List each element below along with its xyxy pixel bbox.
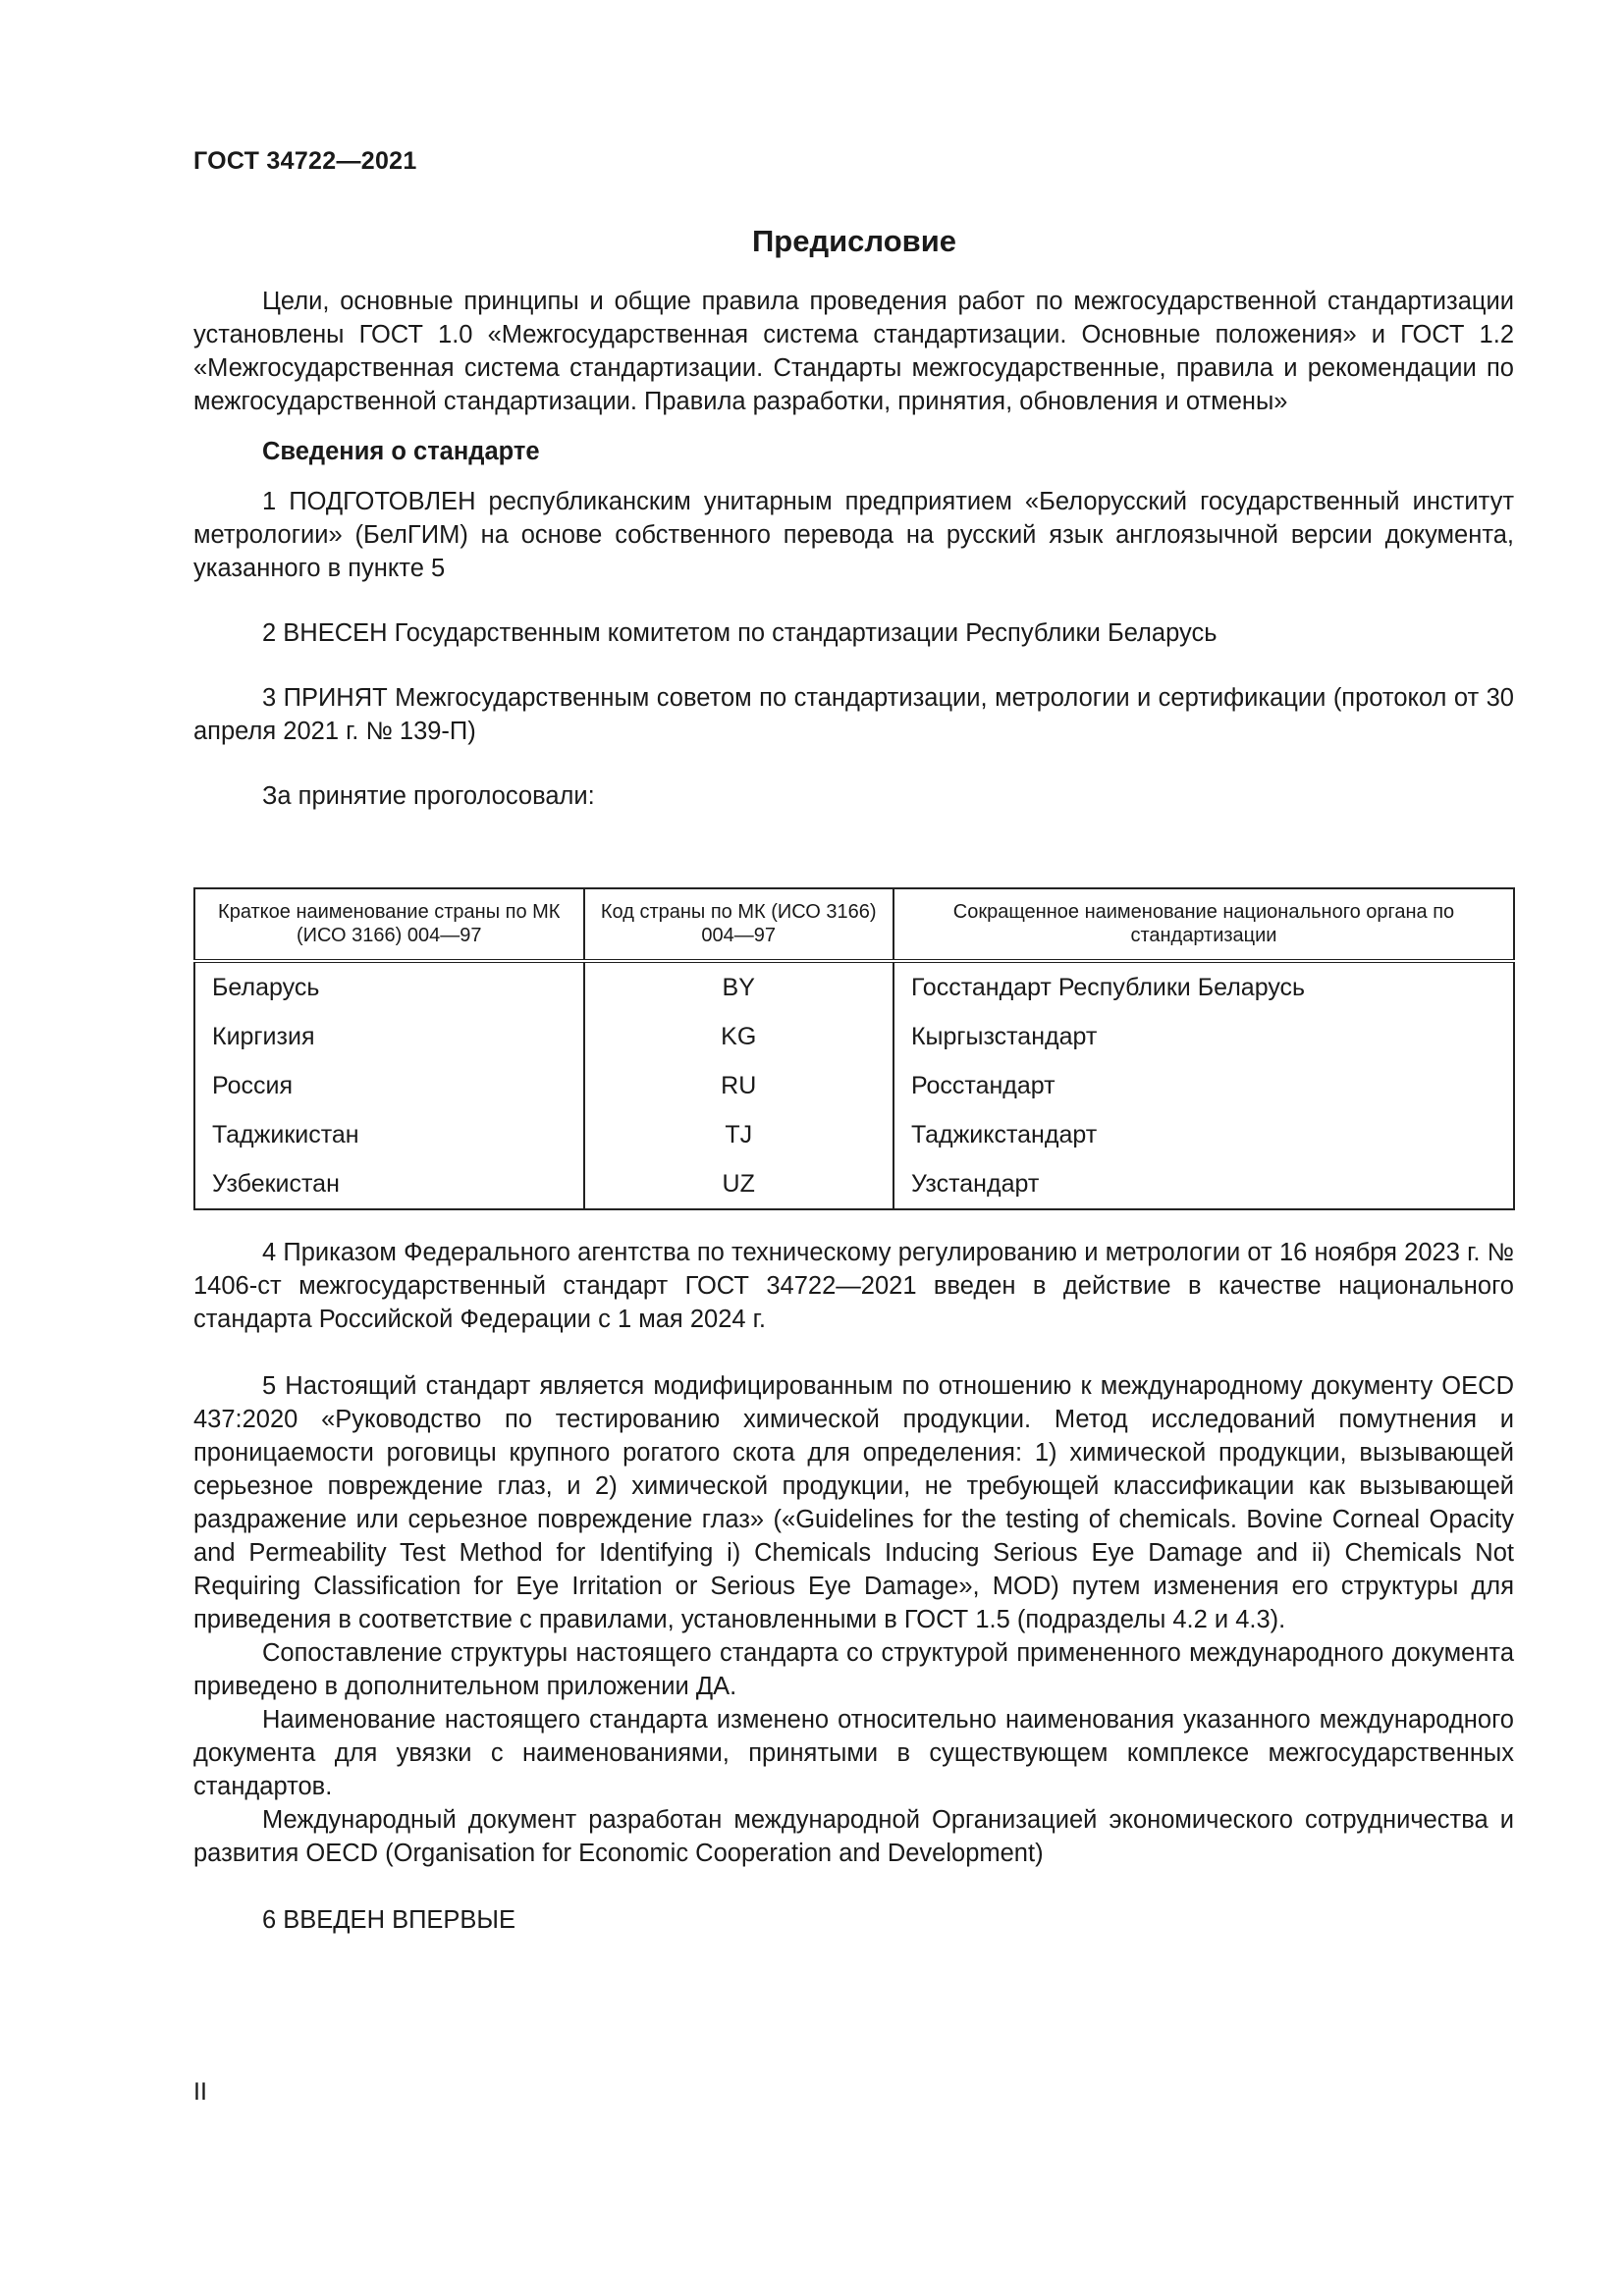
item-5-name-note: Наименование настоящего стандарта изменено относительно наименования указанного международного документа для увязки с наименованиями, принятыми в существующем комплексе межгосударственных стандартов. [193,1706,1514,1800]
table-row [194,1110,1514,1159]
country-cell: Узбекистан [194,1159,584,1209]
item-5-oecd-note: Международный документ разработан международной Организацией экономического сотрудничества и развития OECD (Organisation for Economic Cooperation and Development) [193,1806,1514,1867]
document-body [193,285,1514,813]
column-header-code: Код страны по МК (ИСО 3166) 004—97 [584,888,893,961]
column-header-country: Краткое наименование страны по МК (ИСО 3166) 004—97 [194,888,584,961]
country-cell: Россия [194,1061,584,1110]
item-6: 6 ВВЕДЕН ВПЕРВЫЕ [262,1906,516,1934]
authority-cell: Таджикстандарт [893,1110,1514,1159]
authority-cell: Госстандарт Республики Беларусь [893,961,1514,1012]
page-number: II [193,2078,207,2106]
table-row [194,961,1514,1012]
country-cell: Беларусь [194,961,584,1012]
authority-cell: Кыргызстандарт [893,1012,1514,1061]
votes-table [193,887,1515,1210]
column-header-authority: Сокращенное наименование национального органа по стандартизации [893,888,1514,961]
item-1: 1 ПОДГОТОВЛЕН республиканским унитарным предприятием «Белорусский государственный институт метрологии» (БелГИМ) на основе собственного перевода на русский язык англоязычной версии документа, указанного в пункте 5 [193,488,1514,582]
item-2: 2 ВНЕСЕН Государственным комитетом по стандартизации Республики Беларусь [262,619,1218,647]
page-title: Предисловие [751,224,956,258]
table-row [194,1012,1514,1061]
intro-paragraph: Цели, основные принципы и общие правила проведения работ по межгосударственной стандартизации установлены ГОСТ 1.0 «Межгосударственная система стандартизации. Основные положения» и ГОСТ 1.2 «Межгосударственная система стандартизации. Стандарты межгосударственные, правила и рекомендации по межгосударственной стандартизации. Правила разработки, принятия, обновления и отмены» [193,288,1514,415]
authority-cell: Узстандарт [893,1159,1514,1209]
table-row [194,1159,1514,1209]
authority-cell: Росстандарт [893,1061,1514,1110]
document-number: ГОСТ 34722—2021 [193,147,417,175]
item-5: 5 Настоящий стандарт является модифицированным по отношению к международному документу OECD 437:2020 «Руководство по тестированию химической продукции. Метод исследований помутнения и проницаемости роговицы крупного рогатого скота для определения: 1) химической продукции, вызывающей серьезное повреждение глаз, и 2) химической продукции, не требующей классификации как вызывающей раздражение или серьезное повреждение глаз» («Guidelines for the testing of chemicals. Bovine Corneal Opacity and Permeability Test Method for Identifying i) Chemicals Inducing Serious Eye Damage and ii) Chemicals Not Requiring Classification for Eye Irritation or Serious Eye Damage», MOD) путем изменения его структуры для приведения в соответствие с правилами, установленными в ГОСТ 1.5 (подразделы 4.2 и 4.3). [193,1372,1514,1633]
info-heading: Сведения о стандарте [262,438,540,465]
code-cell: BY [584,961,893,1012]
item-3: 3 ПРИНЯТ Межгосударственным советом по стандартизации, метрологии и сертификации (протокол от 30 апреля 2021 г. № 139-П) [193,684,1514,745]
votes-intro: За принятие проголосовали: [262,782,595,810]
table-header-row [194,888,1514,961]
table-row [194,1061,1514,1110]
document-body-continued [193,1236,1514,1937]
code-cell: TJ [584,1110,893,1159]
code-cell: RU [584,1061,893,1110]
code-cell: KG [584,1012,893,1061]
code-cell: UZ [584,1159,893,1209]
item-5-structure-note: Сопоставление структуры настоящего стандарта со структурой примененного международного документа приведено в дополнительном приложении ДА. [193,1639,1514,1700]
country-cell: Киргизия [194,1012,584,1061]
country-cell: Таджикистан [194,1110,584,1159]
item-4: 4 Приказом Федерального агентства по техническому регулированию и метрологии от 16 ноября 2023 г. № 1406-ст межгосударственный стандарт ГОСТ 34722—2021 введен в действие в качестве национального стандарта Российской Федерации с 1 мая 2024 г. [193,1239,1514,1333]
